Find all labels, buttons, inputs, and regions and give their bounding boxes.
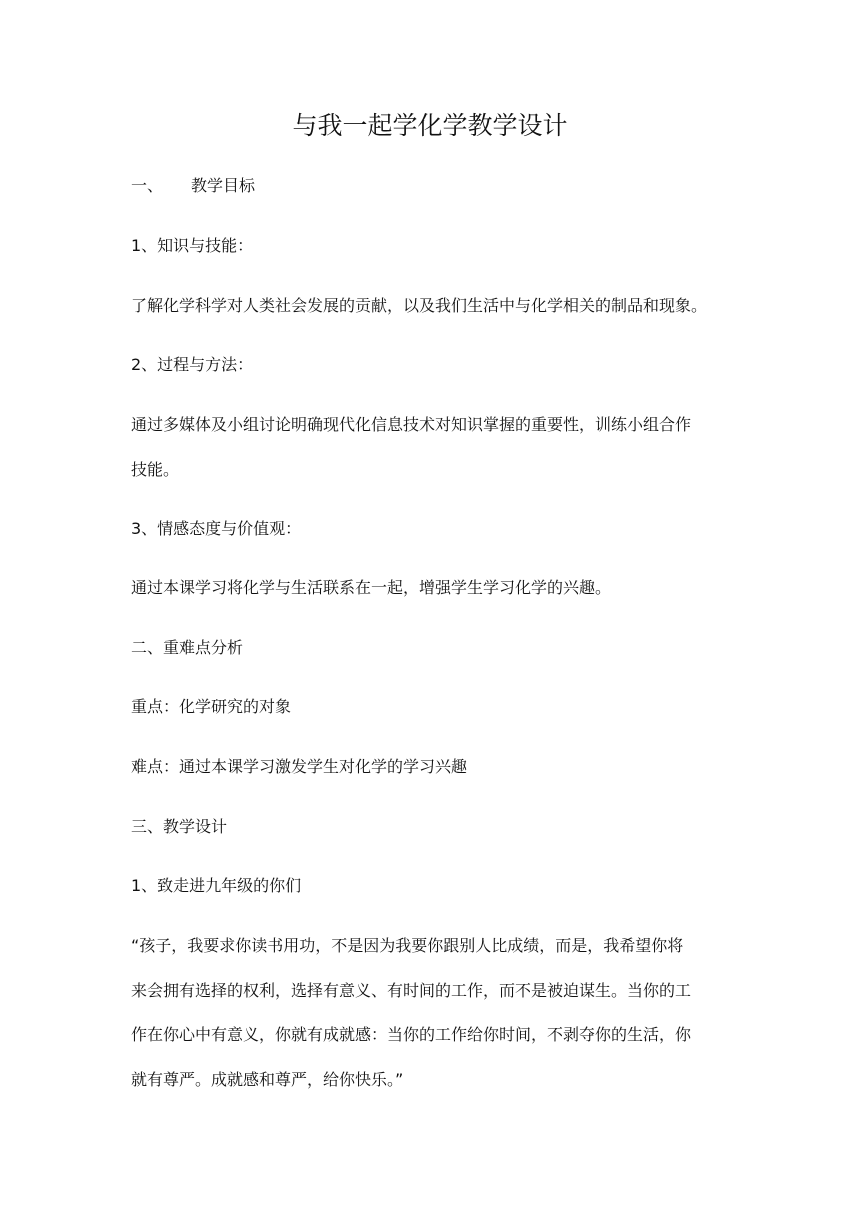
document-title: 与我一起学化学教学设计 — [292, 111, 568, 140]
process-method-heading: 2、过程与方法： — [131, 355, 254, 374]
difficult-point-text: 难点：通过本课学习激发学生对化学的学习兴趣 — [131, 757, 468, 776]
section-heading-design: 三、教学设计 — [131, 817, 228, 836]
design-item-heading: 1、致走进九年级的你们 — [131, 876, 302, 895]
quote-line-1: “孩子，我要求你读书用功，不是因为我要你跟别人比成绩，而是，我希望你将 — [131, 936, 684, 955]
process-method-text-line1: 通过多媒体及小组讨论明确现代化信息技术对知识掌握的重要性，训练小组合作 — [131, 415, 692, 434]
knowledge-skills-heading: 1、知识与技能： — [131, 236, 254, 255]
section-label: 教学目标 — [191, 176, 256, 195]
attitude-values-text: 通过本课学习将化学与生活联系在一起，增强学生学习化学的兴趣。 — [131, 578, 612, 597]
knowledge-skills-text: 了解化学科学对人类社会发展的贡献，以及我们生活中与化学相关的制品和现象。 — [131, 296, 708, 315]
quote-line-4: 就有尊严。成就感和尊严，给你快乐。” — [131, 1070, 404, 1089]
quote-line-2: 来会拥有选择的权利，选择有意义、有时间的工作，而不是被迫谋生。当你的工 — [131, 981, 692, 1000]
attitude-values-heading: 3、情感态度与价值观： — [131, 519, 302, 538]
section-number: 一、 — [131, 176, 164, 195]
key-point-text: 重点：化学研究的对象 — [131, 697, 292, 716]
process-method-text-line2: 技能。 — [131, 460, 180, 479]
section-heading-key-points: 二、重难点分析 — [131, 638, 244, 657]
quote-line-3: 作在你心中有意义，你就有成就感：当你的工作给你时间，不剥夺你的生活，你 — [131, 1025, 692, 1044]
section-heading-objectives — [131, 174, 741, 198]
